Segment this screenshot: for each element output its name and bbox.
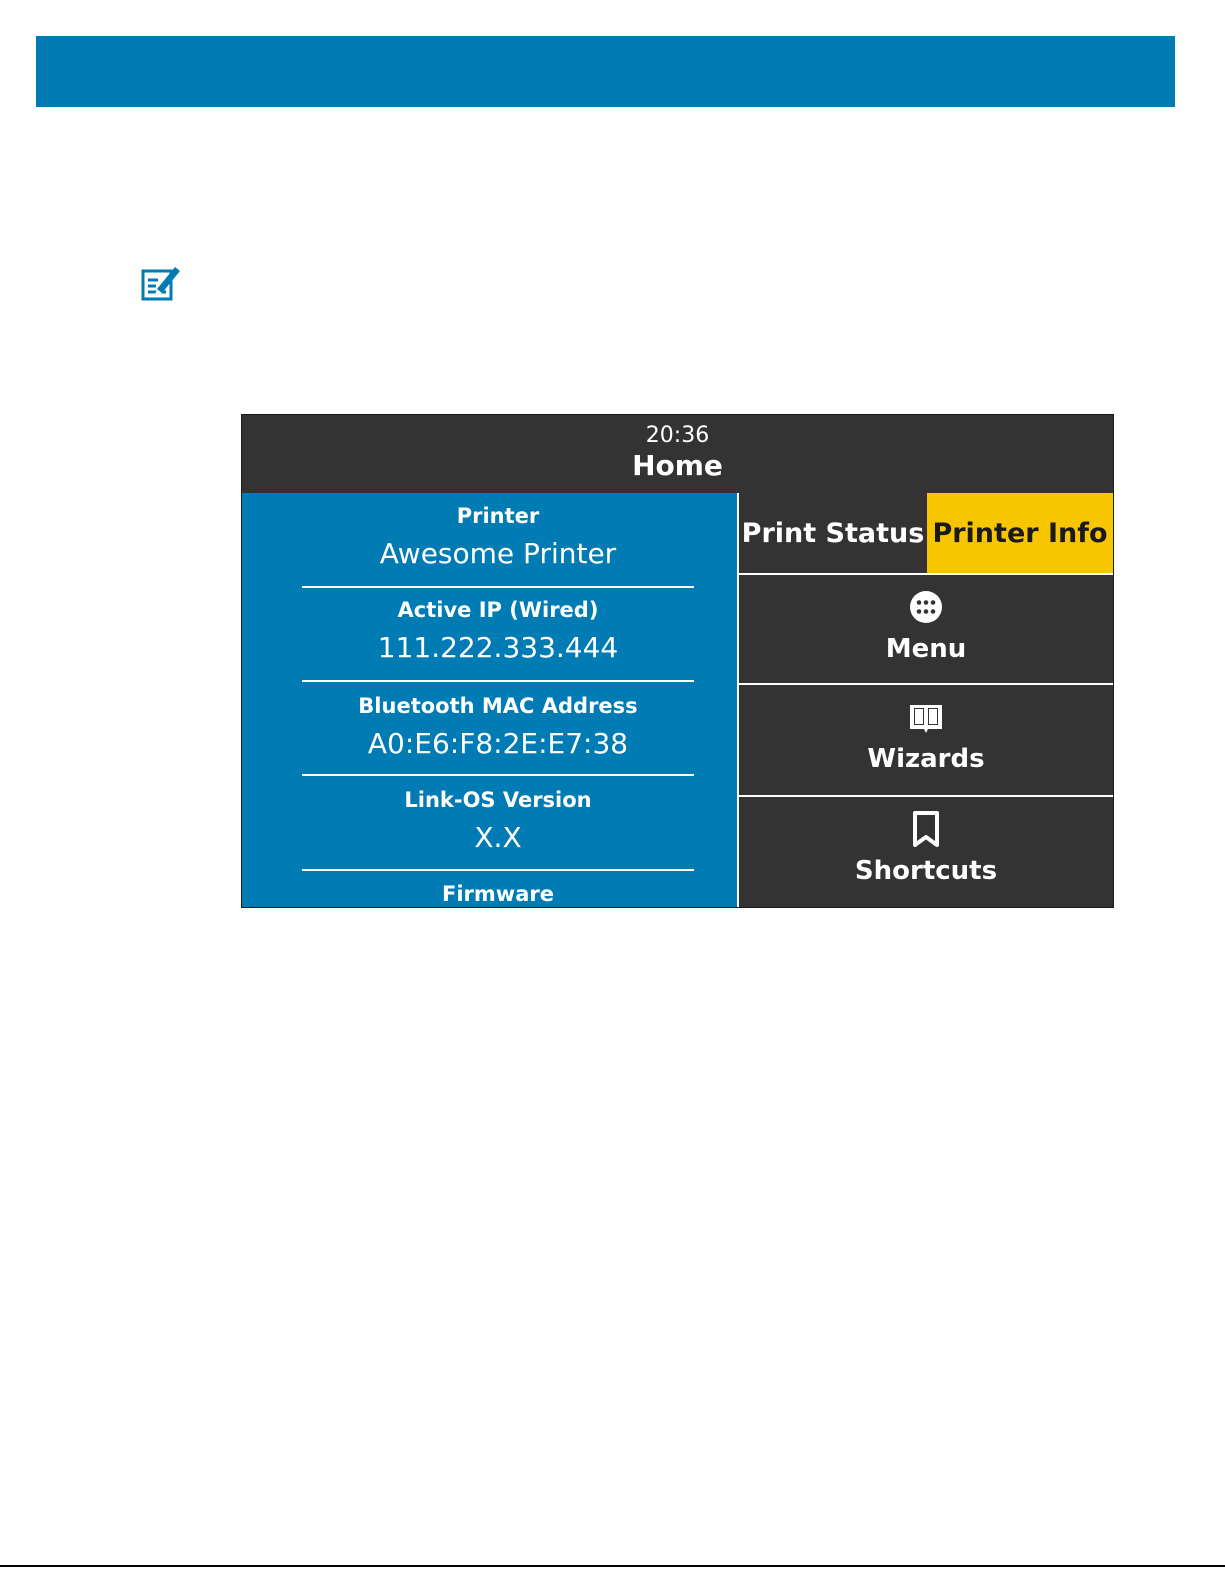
info-item-bluetooth-mac — [302, 693, 694, 761]
info-label: Bluetooth MAC Address — [358, 694, 638, 718]
divider — [302, 774, 694, 776]
book-icon — [907, 699, 945, 735]
info-value: 111.222.333.444 — [377, 631, 619, 664]
wizards-button[interactable] — [739, 683, 1113, 793]
bookmark-icon — [907, 811, 945, 847]
footer-rule — [0, 1565, 1225, 1567]
tab-printer-info[interactable]: Printer Info — [927, 493, 1113, 573]
info-label: Active IP (Wired) — [397, 598, 599, 622]
menu-dots-icon — [907, 589, 945, 625]
info-item-active-ip — [302, 597, 694, 665]
menu-button[interactable] — [739, 573, 1113, 683]
info-label: Firmware — [442, 882, 554, 906]
divider — [302, 869, 694, 871]
shortcuts-label: Shortcuts — [854, 856, 998, 886]
info-label: Printer — [456, 504, 540, 528]
navigation-panel — [737, 493, 1113, 908]
info-item-link-os-version — [302, 787, 694, 855]
status-bar — [242, 415, 1113, 493]
printer-display — [241, 414, 1114, 908]
screen-title: Home — [632, 449, 723, 482]
menu-label: Menu — [885, 634, 967, 664]
info-label: Link-OS Version — [404, 788, 592, 812]
info-value: Awesome Printer — [379, 537, 617, 570]
note-pencil-icon — [140, 262, 182, 302]
clock: 20:36 — [645, 423, 710, 448]
info-value: X.X — [474, 821, 522, 854]
info-value: A0:E6:F8:2E:E7:38 — [367, 727, 629, 760]
shortcuts-button[interactable] — [739, 795, 1113, 905]
info-item-printer — [302, 503, 694, 571]
divider — [302, 586, 694, 588]
header-banner — [36, 36, 1175, 107]
printer-info-panel[interactable] — [242, 493, 737, 908]
divider — [302, 680, 694, 682]
wizards-label: Wizards — [867, 744, 985, 774]
info-item-firmware — [302, 881, 694, 907]
tab-print-status[interactable]: Print Status — [739, 493, 927, 573]
